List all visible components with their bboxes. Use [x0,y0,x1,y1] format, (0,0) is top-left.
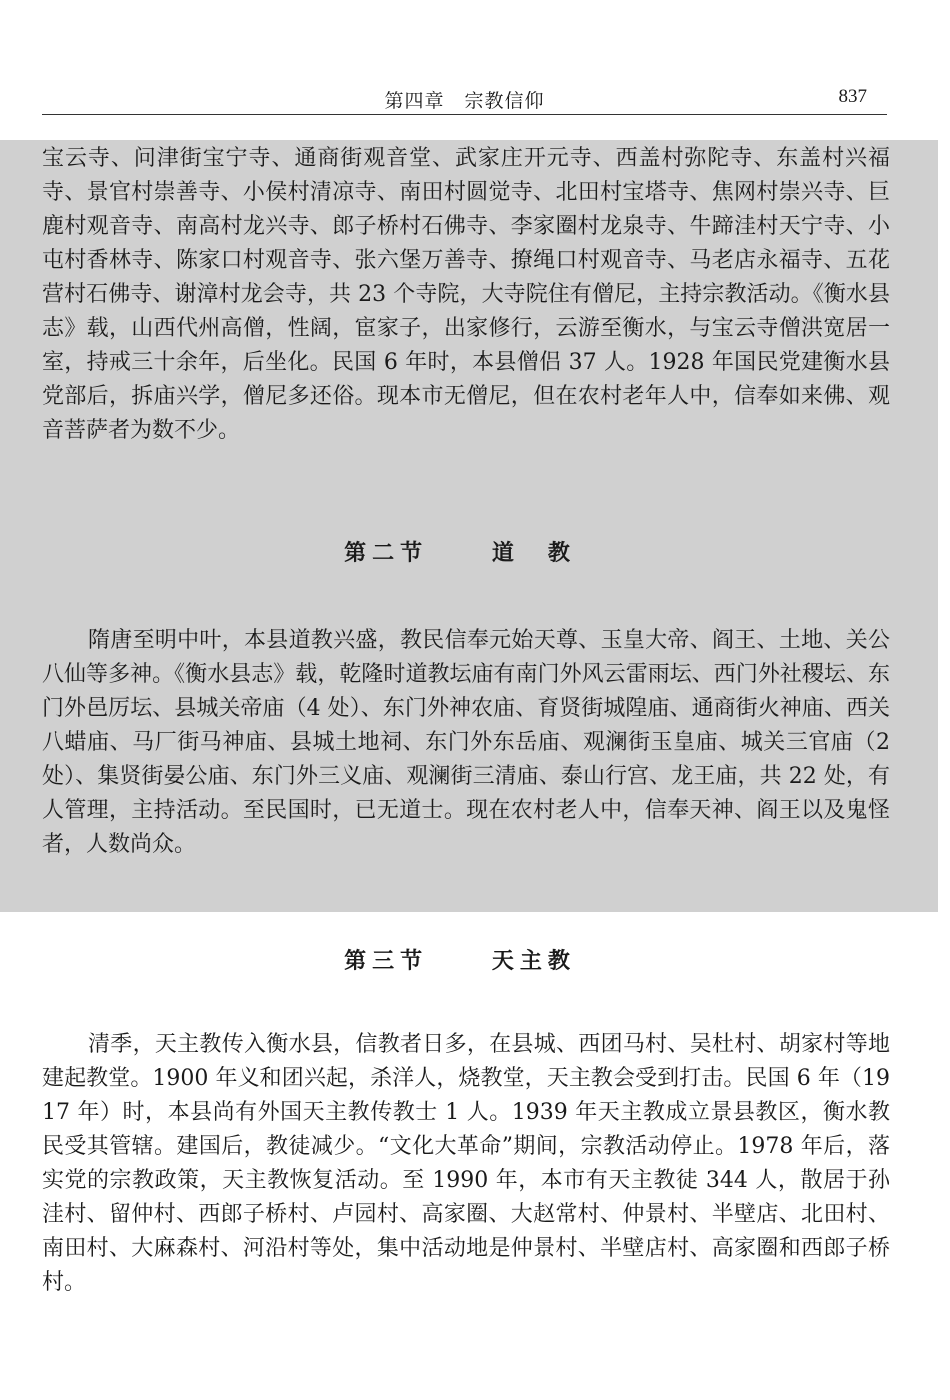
paragraph-buddhism-continued: 宝云寺、问津街宝宁寺、通商街观音堂、武家庄开元寺、西盖村弥陀寺、东盖村兴福寺、景官村崇善寺、小侯村清凉寺、南田村圆觉寺、北田村宝塔寺、焦网村崇兴寺、巨鹿村观音寺、南高村龙兴寺、郎子桥村石佛寺、李家圈村龙泉寺、牛蹄洼村天宁寺、小屯村香林寺、陈家口村观音寺、张六堡万善寺、撩绳口村观音寺、马老店永福寺、五花营村石佛寺、谢漳村龙会寺，共 23 个寺院，大寺院住有僧尼，主持宗教活动。《衡水县志》载，山西代州高僧，性阔，宦家子，出家修行，云游至衡水，与宝云寺僧洪宽居一室，持戒三十余年，后坐化。民国 6 年时，本县僧侣 37 人。1928 年国民党建衡水县党部后，拆庙兴学，僧尼多还俗。现本市无僧尼，但在农村老年人中，信奉如来佛、观音菩萨者为数不少。 [42,146,890,443]
section-title-text: 天主教 [491,949,576,974]
paragraph-catholicism: 清季，天主教传入衡水县，信教者日多，在县城、西团马村、吴杜村、胡家村等地建起教堂。1900 年义和团兴起，杀洋人，烧教堂，天主教会受到打击。民国 6 年（1917 年）时，本县尚有外国天主教传教士 1 人。1939 年天主教成立景县教区，衡水教民受其管辖。建国后，教徒减少。“文化大革命”期间，宗教活动停止。1978 年后，落实党的宗教政策，天主教恢复活动。至 1990 年，本市有天主教徒 344 人，散居于孙洼村、留仲村、西郎子桥村、卢园村、高家圈、大赵常村、仲景村、半壁店、北田村、南田村、大麻森村、河沿村等处，集中活动地是仲景村、半壁店村、高家圈和西郎子桥村。 [42,1032,890,1295]
section-title-text: 道 教 [491,541,576,566]
section-number: 第三节 [344,949,429,974]
paragraph-taoism: 隋唐至明中叶，本县道教兴盛，教民信奉元始天尊、玉皇大帝、阎王、土地、关公八仙等多神。《衡水县志》载，乾隆时道教坛庙有南门外风云雷雨坛、西门外社稷坛、东门外邑厉坛、县城关帝庙（4 处）、东门外神农庙、育贤街城隍庙、通商街火神庙、西关八蜡庙、马厂街马神庙、县城土地祠、东门外东岳庙、观澜街玉皇庙、城关三官庙（2 处）、集贤街晏公庙、东门外三义庙、观澜街三清庙、泰山行宫、龙王庙，共 22 处，有人管理，主持活动。至民国时，已无道士。现在农村老人中，信奉天神、阎王以及鬼怪者，人数尚众。 [42,628,890,857]
section-number: 第二节 [344,541,429,566]
section-heading-catholicism [0,944,920,975]
page-number: 837 [838,86,867,107]
section-heading-taoism [0,536,920,567]
chapter-title: 第四章 宗教信仰 [384,90,545,112]
running-header [42,82,887,115]
